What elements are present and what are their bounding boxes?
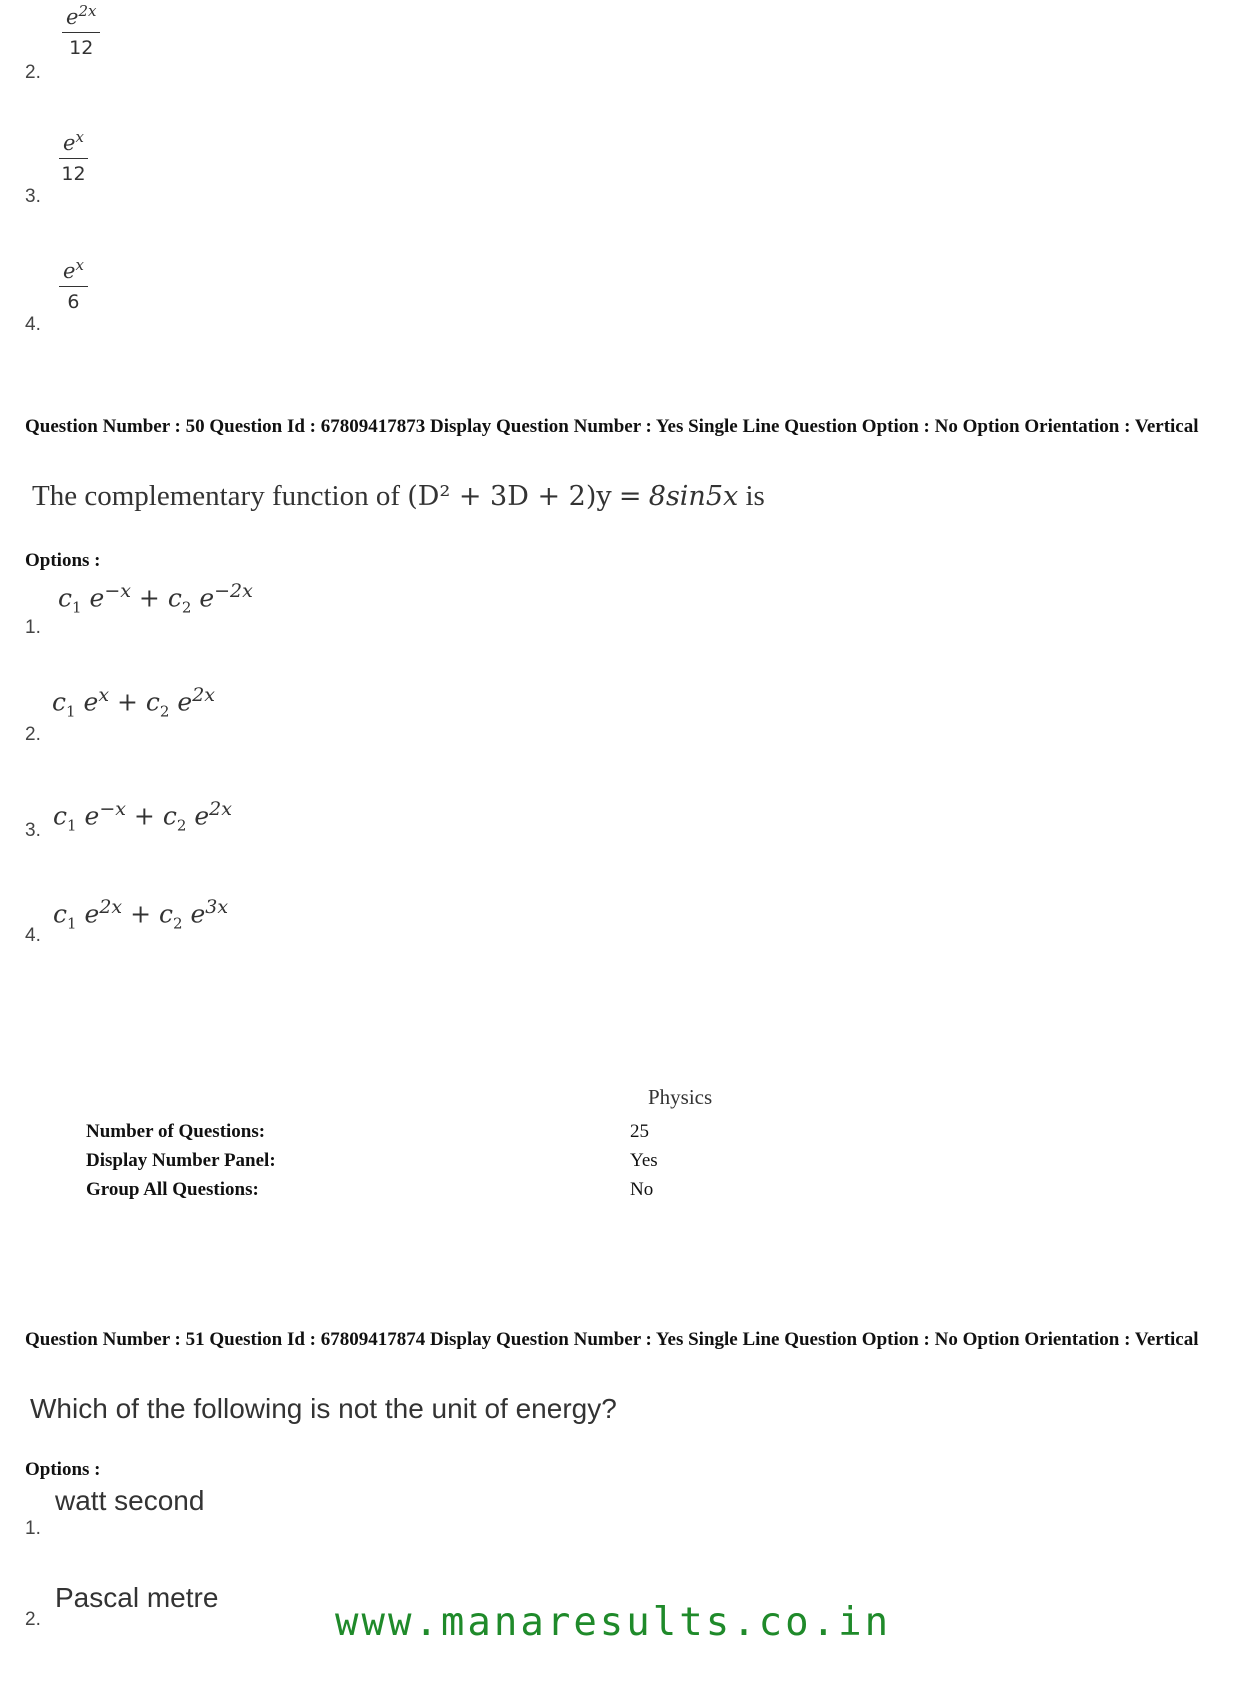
option-number: 1. [25, 617, 41, 638]
question-text: Which of the following is not the unit of energy? [30, 1393, 617, 1424]
option-expression: $c_1$ $e^x + c_2$ $e^{2x}$ [52, 684, 216, 721]
footer-url: www.manaresults.co.in [335, 1600, 892, 1645]
option-expression: $c_1$ $e^{2x} + c_2$ $e^{3x}$ [53, 896, 229, 933]
info-value-display-number-panel: Yes [630, 1150, 658, 1171]
numerator-exponent: x [75, 256, 84, 274]
info-label-group-all-questions: Group All Questions: [86, 1179, 259, 1200]
numerator-base: e [66, 5, 79, 29]
equation-lhs: (D² + 3D + 2)y [407, 481, 612, 512]
option-expression: $c_1$ $e^{-x} + c_2$ $e^{-2x}$ [58, 580, 253, 617]
fraction [62, 2, 100, 59]
section-title: Physics [648, 1085, 713, 1109]
denominator: 12 [61, 163, 86, 185]
option-expression: $c_1$ $e^{-x} + c_2$ $e^{2x}$ [53, 798, 232, 835]
option-number: 2. [25, 1609, 41, 1630]
question-text-suffix: is [745, 480, 765, 512]
info-label-display-number-panel: Display Number Panel: [86, 1150, 276, 1171]
question-text-prefix: The complementary function of [32, 480, 401, 512]
fraction [59, 256, 88, 313]
options-label: Options : [25, 550, 101, 571]
denominator: 6 [67, 291, 80, 313]
equation-rhs: 8sin5x [648, 481, 739, 512]
numerator-base: e [63, 131, 76, 155]
question-text [32, 480, 765, 513]
question-header: Question Number : 51 Question Id : 67809417874 Display Question Number : Yes Single Line Question Option : No Option Orientation : Vertical [25, 1329, 1199, 1350]
option-number: 3. [25, 820, 41, 841]
option-number: 2. [25, 62, 41, 83]
option-number: 4. [25, 925, 41, 946]
equation-equals: = [618, 481, 642, 512]
fraction [59, 128, 88, 185]
numerator-base: e [63, 259, 76, 283]
question-header: Question Number : 50 Question Id : 67809417873 Display Question Number : Yes Single Line Question Option : No Option Orientation : Vertical [25, 416, 1199, 437]
info-value-group-all-questions: No [630, 1179, 654, 1200]
option-number: 2. [25, 724, 41, 745]
info-value-number-of-questions: 25 [630, 1121, 649, 1142]
options-label: Options : [25, 1459, 101, 1480]
numerator-exponent: x [75, 128, 84, 146]
info-label-number-of-questions: Number of Questions: [86, 1121, 266, 1142]
option-number: 4. [25, 314, 41, 335]
option-text: watt second [55, 1485, 205, 1516]
denominator: 12 [69, 37, 94, 59]
option-number: 3. [25, 186, 41, 207]
option-text: Pascal metre [55, 1582, 219, 1613]
numerator-exponent: 2x [78, 2, 97, 20]
option-number: 1. [25, 1518, 41, 1539]
